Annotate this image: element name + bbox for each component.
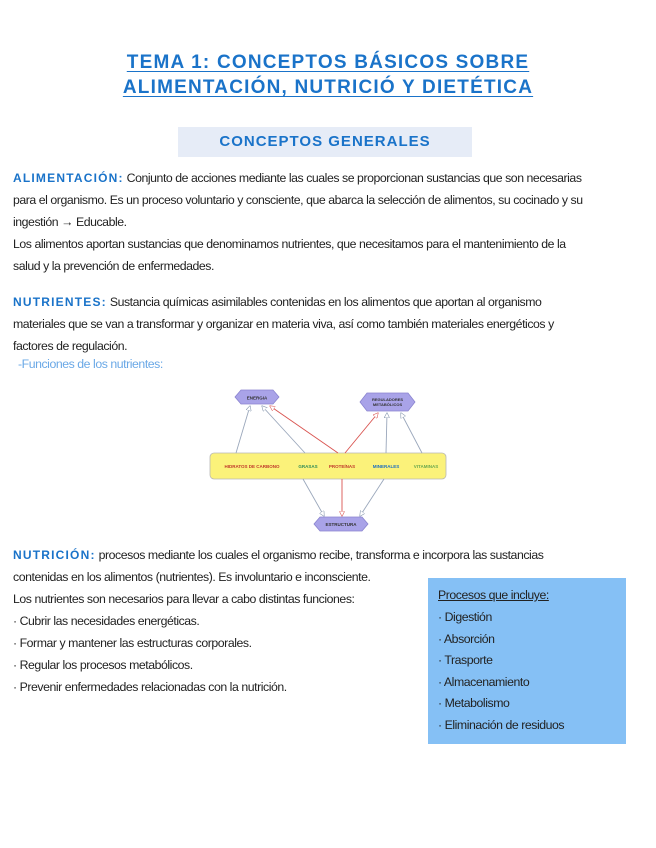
nutrition-function-item: · Regular los procesos metabólicos. [13, 658, 193, 672]
nutrient-functions-diagram [200, 385, 460, 535]
nutrientes-text-1: Sustancia químicas asimilables contenidas en los alimentos que aportan al organismo [106, 295, 542, 309]
vitaminas-label: VITAMINAS [413, 464, 439, 469]
process-item: · Absorción [438, 632, 495, 646]
arrow-minerales-estructura [360, 479, 384, 516]
arrow-hidratos-energia [236, 406, 250, 453]
alimentacion-text-5: salud y la prevención de enfermedades. [13, 259, 214, 273]
reguladores-label-1: REGULADORES [371, 397, 404, 402]
alimentacion-text-3: ingestión → Educable. [13, 215, 127, 229]
nutricion-text-3: Los nutrientes son necesarios para llevar a cabo distintas funciones: [13, 592, 355, 606]
nutrition-function-item: · Prevenir enfermedades relacionadas con la nutrición. [13, 680, 287, 694]
process-item: · Trasporte [438, 653, 493, 667]
estructura-label: ESTRUCTURA [325, 522, 357, 527]
alimentacion-text-4: Los alimentos aportan sustancias que denominamos nutrientes, que necesitamos para el mantenimiento de la [13, 237, 566, 251]
nutrientes-text-3: factores de regulación. [13, 339, 128, 353]
process-item: · Digestión [438, 610, 492, 624]
nutrientes-label: NUTRIENTES: [13, 295, 107, 309]
alimentacion-label: ALIMENTACIÓN: [13, 171, 124, 185]
nutrition-function-item: · Cubrir las necesidades energéticas. [13, 614, 200, 628]
nutrient-functions-subtitle: -Funciones de los nutrientes: [18, 357, 163, 371]
arrow-grasas-estructura [303, 479, 324, 516]
processes-box [428, 578, 626, 744]
proteinas-label: PROTEÍNAS [328, 464, 356, 469]
hidratos-label: HIDRATOS DE CARBONO [224, 464, 280, 469]
nutricion-text-1: procesos mediante los cuales el organismo recibe, transforma e incorpora las sustancias [95, 548, 544, 562]
arrow-proteinas-reguladores [345, 413, 378, 453]
nutrition-function-item: · Formar y mantener las estructuras corporales. [13, 636, 252, 650]
energia-label: ENERGIA [246, 395, 268, 401]
arrow-grasas-energia [262, 406, 305, 453]
alimentacion-text-2: para el organismo. Es un proceso voluntario y consciente, que abarca la selección de alimentos, su cocinado y su [13, 193, 583, 207]
process-item: · Almacenamiento [438, 675, 530, 689]
arrow-proteinas-energia [270, 406, 338, 453]
nutricion-text-2: contenidas en los alimentos (nutrientes). Es involuntario e inconsciente. [13, 570, 371, 584]
page-title [0, 50, 656, 100]
grasas-label: GRASAS [298, 464, 318, 469]
minerales-label: MINERALES [372, 464, 400, 469]
nutricion-label: NUTRICIÓN: [13, 548, 96, 562]
title-line-2: ALIMENTACIÓN, NUTRICIÓ Y DIETÉTICA [122, 77, 534, 98]
arrow-vitaminas-reguladores [401, 413, 422, 453]
arrow-minerales-reguladores [386, 413, 387, 453]
process-item: · Metabolismo [438, 696, 510, 710]
section-heading: CONCEPTOS GENERALES [178, 127, 472, 157]
title-line-1: TEMA 1: CONCEPTOS BÁSICOS SOBRE [126, 52, 530, 73]
nutrientes-text-2: materiales que se van a transformar y organizar en materia viva, así como también materiales energéticos y [13, 317, 554, 331]
nutrientes-paragraph [13, 291, 639, 357]
alimentacion-text-1: Conjunto de acciones mediante las cuales se proporcionan sustancias que son necesarias [123, 171, 582, 185]
process-item: · Eliminación de residuos [438, 718, 565, 732]
alimentacion-paragraph [13, 167, 639, 277]
reguladores-label-2: METABÓLICOS [372, 402, 403, 407]
processes-heading: Procesos que incluye: [438, 588, 549, 602]
